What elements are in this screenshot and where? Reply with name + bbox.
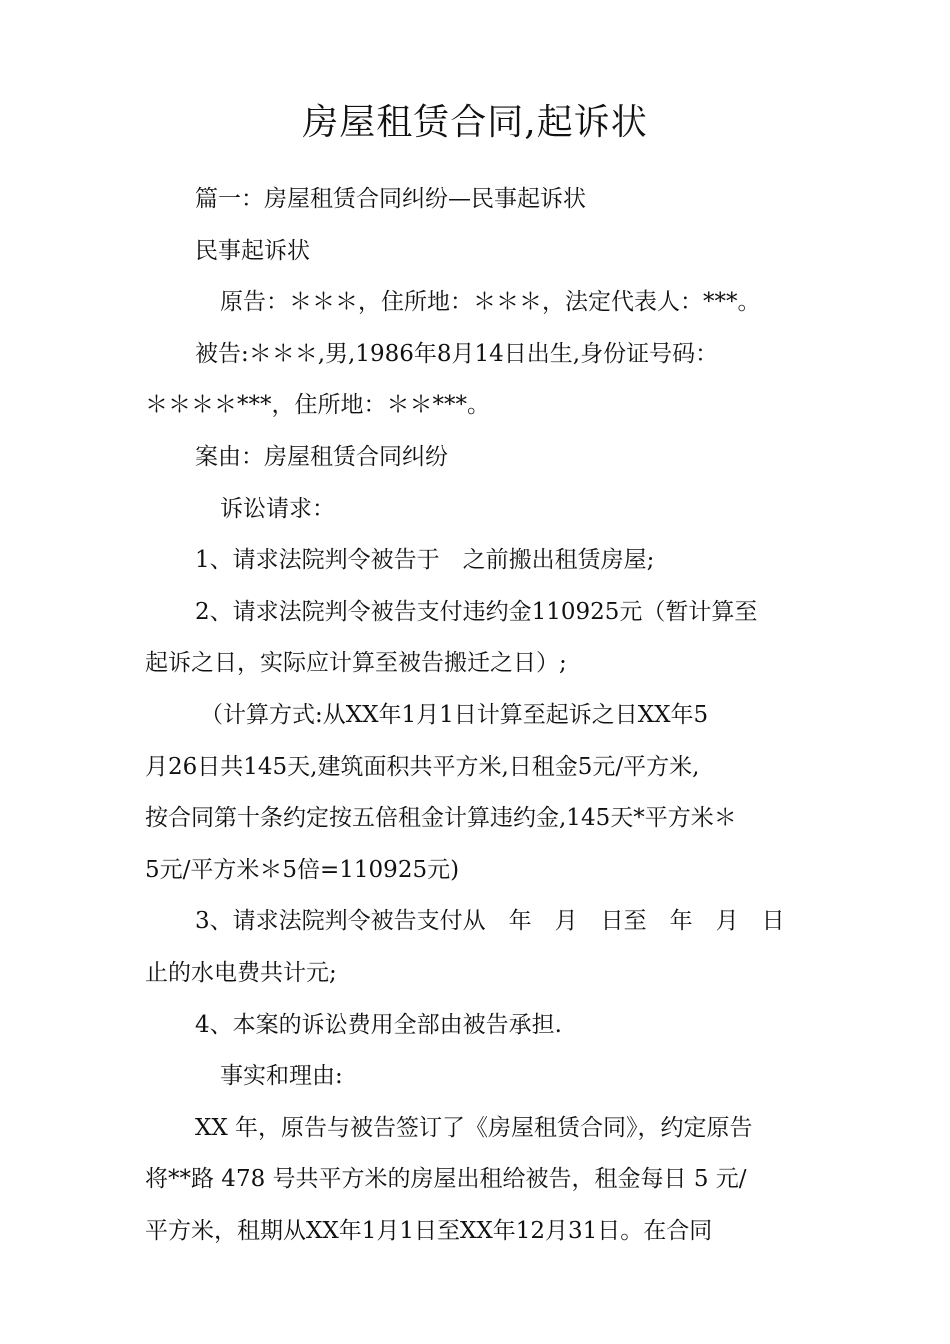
claim-2-cont: 起诉之日，实际应计算至被告搬迁之日）; <box>145 650 567 677</box>
cause-line: 案由：房屋租赁合同纠纷 <box>195 443 448 470</box>
document-body <box>145 174 810 1257</box>
defendant-line-cont: ＊＊＊＊***，住所地：＊＊***。 <box>145 392 490 419</box>
facts-line-1: XX 年，原告与被告签订了《房屋租赁合同》，约定原告 <box>195 1114 753 1141</box>
defendant-line: 被告:＊＊＊,男,1986年8月14日出生,身份证号码： <box>195 340 719 367</box>
claim-4: 4、本案的诉讼费用全部由被告承担. <box>195 1011 562 1038</box>
facts-line-2: 将**路 478 号共平方米的房屋出租给被告，租金每日 5 元/ <box>145 1166 747 1193</box>
facts-line-3: 平方米，租期从XX年1月1日至XX年12月31日。在合同 <box>145 1217 713 1244</box>
facts-heading: 事实和理由: <box>220 1063 343 1090</box>
section-heading: 篇一：房屋租赁合同纠纷—民事起诉状 <box>195 186 586 212</box>
claims-heading: 诉讼请求： <box>220 495 335 522</box>
claim-3-cont: 止的水电费共计元; <box>145 959 337 986</box>
claim-3: 3、请求法院判令被告支付从 年 月 日至 年 月 日 <box>195 908 785 935</box>
calc-line-cont-1: 月26日共145天,建筑面积共平方米,日租金5元/平方米, <box>145 753 700 780</box>
claim-1: 1、请求法院判令被告于 之前搬出租赁房屋; <box>195 547 655 574</box>
calc-line-cont-3: 5元/平方米＊5倍=110925元) <box>145 856 460 883</box>
plaintiff-line: 原告：＊＊＊，住所地：＊＊＊，法定代表人：***。 <box>220 289 761 316</box>
document-title: 房屋租赁合同,起诉状 <box>302 102 648 143</box>
sub-heading: 民事起诉状 <box>195 237 310 264</box>
claim-2: 2、请求法院判令被告支付违约金110925元（暂计算至 <box>195 598 758 625</box>
calc-line-cont-2: 按合同第十条约定按五倍租金计算违约金,145天*平方米＊ <box>145 805 737 832</box>
calc-line: （计算方式:从XX年1月1日计算至起诉之日XX年5 <box>200 701 709 728</box>
